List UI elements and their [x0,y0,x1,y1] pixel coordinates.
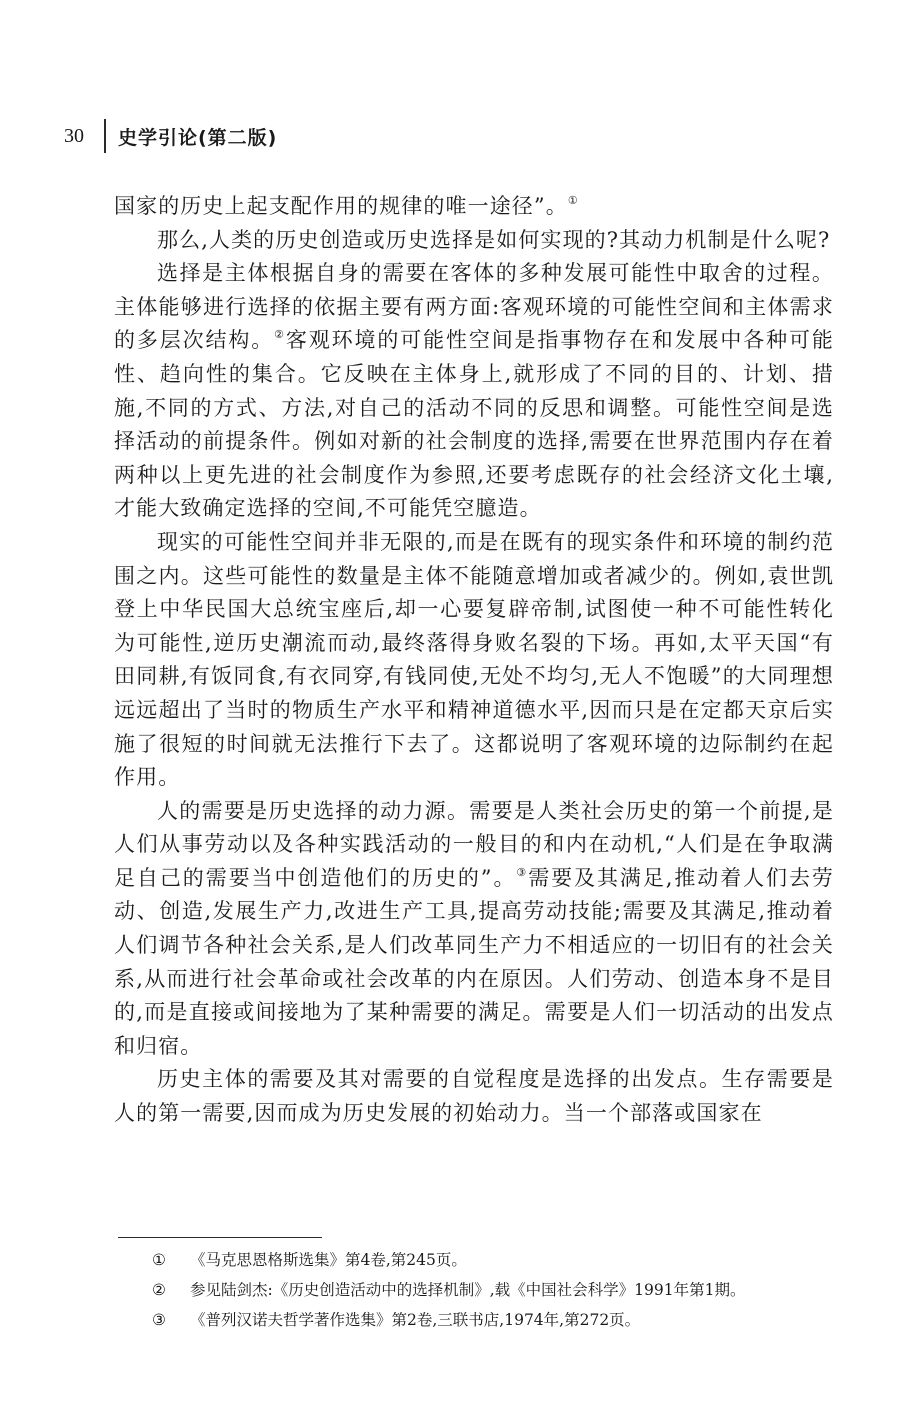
body-text [114,190,834,1131]
page-number: 30 [64,124,84,147]
paragraph-3-text-b: 客观环境的可能性空间是指事物存在和发展中各种可能性、趋向性的集合。它反映在主体身上,就形成了不同的目的、计划、措施,不同的方式、方法,对自己的活动不同的反思和调整。可能性空间是选择活动的前提条件。例如对新的社会制度的选择,需要在世界范围内存在着两种以上更先进的社会制度作为参照,还要考虑既存的社会经济文化土壤,才能大致确定选择的空间,不可能凭空臆造。 [114,328,834,521]
footnote-text: 《马克思恩格斯选集》第4卷,第245页。 [190,1251,467,1269]
footnote-text: 参见陆剑杰:《历史创造活动中的选择机制》,载《中国社会科学》1991年第1期。 [190,1281,746,1299]
header-divider [104,119,106,153]
paragraph-5-text-b: 需要及其满足,推动着人们去劳动、创造,发展生产力,改进生产工具,提高劳动技能;需要及其满足,推动着人们调节各种社会关系,是人们改革同生产力不相适应的一切旧有的社会关系,从而进行社会革命或社会改革的内在原因。人们劳动、创造本身不是目的,而是直接或间接地为了某种需要的满足。需要是人们一切活动的出发点和归宿。 [114,865,834,1058]
footnote-1 [152,1245,832,1275]
footnote-2 [152,1275,832,1305]
paragraph-2-text: 那么,人类的历史创造或历史选择是如何实现的?其动力机制是什么呢? [157,227,831,252]
paragraph-1-text: 国家的历史上起支配作用的规律的唯一途径”。 [114,194,568,218]
footnote-ref-3: ③ [516,865,529,879]
running-title: 史学引论(第二版) [118,126,278,149]
paragraph-5 [114,795,834,1064]
footnotes [152,1245,832,1335]
page-header [64,118,277,154]
paragraph-3-text-a: 选择是主体根据自身的需要在客体的多种发展可能性中取舍的过程。主体能够进行选择的依据主要有两方面:客观环境的可能性空间和主体需求的多层次结构。 [114,261,834,353]
paragraph-3 [114,257,834,526]
paragraph-4 [114,526,834,795]
footnote-text: 《普列汉诺夫哲学著作选集》第2卷,三联书店,1974年,第272页。 [190,1311,641,1329]
paragraph-1 [114,190,834,224]
footnote-3 [152,1305,832,1335]
footnote-marker: ③ [152,1311,166,1329]
footnote-ref-1: ① [567,194,579,207]
paragraph-4-text: 现实的可能性空间并非无限的,而是在既有的现实条件和环境的制约范围之内。这些可能性的数量是主体不能随意增加或者减少的。例如,袁世凯登上中华民国大总统宝座后,却一心要复辟帝制,试图使一种不可能性转化为可能性,逆历史潮流而动,最终落得身败名裂的下场。再如,太平天国“有田同耕,有饭同食,有衣同穿,有钱同使,无处不均匀,无人不饱暖”的大同理想远远超出了当时的物质生产水平和精神道德水平,因而只是在定都天京后实施了很短的时间就无法推行下去了。这都说明了客观环境的边际制约在起作用。 [114,529,834,790]
paragraph-5-text-a: 人的需要是历史选择的动力源。需要是人类社会历史的第一个前提,是人们从事劳动以及各种实践活动的一般目的和内在动机,“人们是在争取满足自己的需要当中创造他们的历史的”。 [114,798,834,890]
paragraph-2 [114,224,834,258]
paragraph-6 [114,1063,834,1130]
footnote-marker: ② [152,1281,166,1299]
paragraph-6-text: 历史主体的需要及其对需要的自觉程度是选择的出发点。生存需要是人的第一需要,因而成为历史发展的初始动力。当一个部落或国家在 [114,1067,834,1126]
footnote-ref-2: ② [274,328,286,342]
footnote-rule [118,1237,322,1238]
footnote-marker: ① [152,1251,166,1269]
